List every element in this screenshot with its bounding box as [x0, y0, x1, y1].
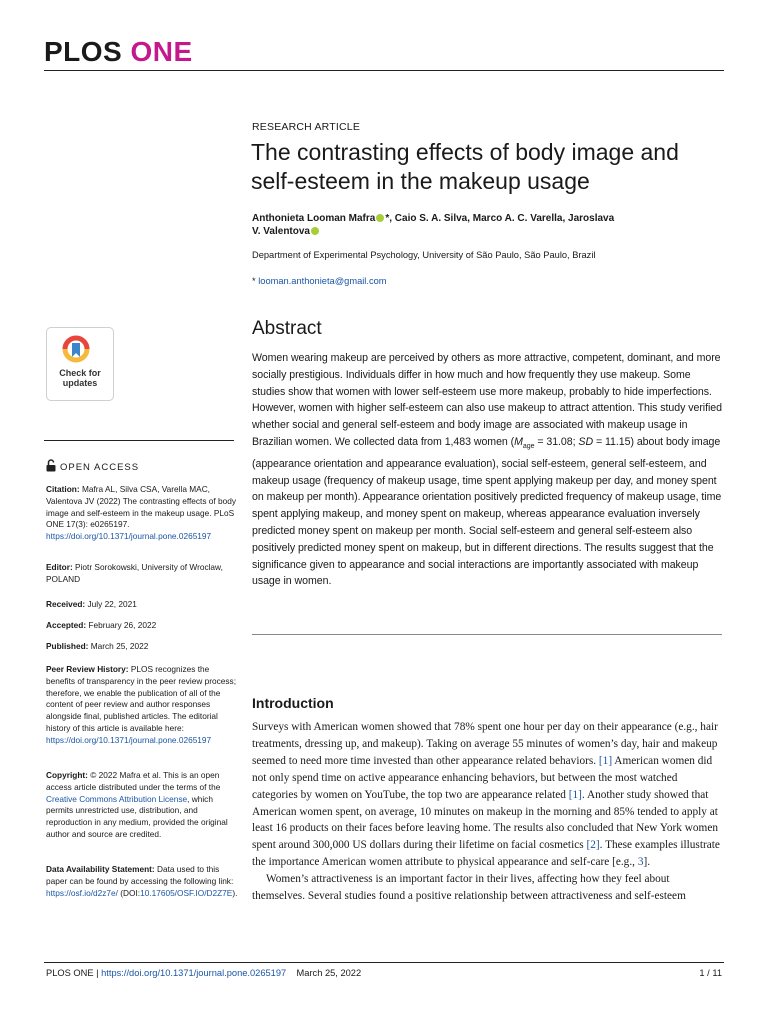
- check-updates-icon: [61, 334, 91, 364]
- abstract-heading: Abstract: [252, 318, 322, 339]
- corresponding-email[interactable]: [252, 276, 387, 286]
- article-title: The contrasting effects of body image and self-esteem in the makeup usage: [251, 139, 679, 194]
- received-date: Received: July 22, 2021: [46, 599, 137, 609]
- introduction-body: Surveys with American women showed that 78% spent one hour per day on their appearance (e.g., hair treatments, dressing up, and makeup). Taking on average 55 minutes of women’s day, hair and makeup seemed to need more time invested than other appearance related behaviors. [1] American women did not only spend time on active appearance enhancing behaviors, but between the most watched categories by women on YouTube, the top two are appearance related [1]. Another study showed that American women spent, on average, 10 minutes on makeup in the morning and 85% tended to apply at least 16 products on their faces before leaving home. The results also concluded that New York women spent around 300,000 US dollars during their lifetime on facial cosmetics [2]. These examples illustrate the importance American women attribute to physical appearance and self-care [e.g., 3]. Women’s attractiveness is an important factor in their lives, affecting how they feel about themselves. Several studies found a positive relationship between attractiveness and self-esteem: [252, 721, 720, 903]
- osf-link[interactable]: https://osf.io/d2z7e/: [46, 887, 118, 898]
- peer-review-block: Peer Review History: PLOS recognizes the benefits of transparency in the peer review process; therefore, we enable the publication of all of the content of peer review and author responses alongside final, published articles. The editorial history of this article is available here: https://doi.org/10.1371/journal.pone.0265197: [46, 664, 237, 745]
- orcid-icon[interactable]: [376, 214, 384, 222]
- corresponding-star: *: [252, 276, 256, 286]
- editor-block: Editor: Piotr Sorokowski, University of Wroclaw, POLAND: [46, 562, 223, 584]
- abstract-divider: [252, 634, 722, 635]
- citation-block: Citation: Mafra AL, Silva CSA, Varella MAC, Valentova JV (2022) The contrasting effects of body image and self-esteem in the makeup usage. PLoS ONE 17(3): e0265197. https://doi.org/10.1371/journal.pone.0265197: [46, 484, 237, 542]
- orcid-icon[interactable]: [311, 227, 319, 235]
- license-link[interactable]: Creative Commons Attribution License: [46, 793, 188, 804]
- header-divider: [44, 70, 724, 71]
- data-availability-block: Data Availability Statement: Data used to this paper can be found by accessing the following link: https://osf.io/d2z7e/ (DOI:10.17605/OSF.IO/D2Z7E).: [46, 864, 238, 898]
- open-lock-icon: [46, 459, 56, 472]
- email-link[interactable]: looman.anthonieta@gmail.com: [258, 276, 387, 286]
- abstract-body: Women wearing makeup are perceived by others as more attractive, competent, dominant, and more socially prestigious. Individuals differ in how much and how frequently they use makeup. Some studies show that women with lower self-esteem use more makeup, probably to hide imperfections. However, women with higher self-esteem can also use makeup to attract attention. This study verified whether social and general self-esteem and body image are associated with makeup usage in Brazilian women. We collected data from 1,483 women ($M_{age} = 31.08$; SD = 11.15) about body image (appearance orientation and appearance evaluation), social self-esteem, general self-esteem, and makeup usage (frequency of makeup usage, time spent applying makeup per day, and money spent on makeup per month). Appearance orientation positively predicted frequency of makeup usage, time spent applying makeup, and money spent on makeup, whereas appearance evaluation inversely predicted money spent on makeup per month. Social self-esteem and general self-esteem also positively predicted money spent on makeup, but in different directions. The results suggest that the significance given to appearance and social interactions are importantly associated with makeup usage in women.: [252, 352, 722, 588]
- article-type: RESEARCH ARTICLE: [252, 121, 361, 133]
- footer-citation: PLOS ONE | https://doi.org/10.1371/journal.pone.0265197 March 25, 2022: [46, 968, 362, 978]
- peer-review-link[interactable]: https://doi.org/10.1371/journal.pone.0265197: [46, 734, 212, 745]
- footer-divider: [44, 962, 724, 963]
- citation-link[interactable]: 3: [637, 856, 644, 869]
- copyright-block: Copyright: © 2022 Mafra et al. This is an open access article distributed under the terms of the Creative Commons Attribution License, which permits unrestricted use, distribution, and reproduction in any medium, provided the original author and source are credited.: [46, 770, 228, 839]
- citation-doi-link[interactable]: https://doi.org/10.1371/journal.pone.0265197: [46, 531, 212, 542]
- sidebar-divider: [44, 440, 234, 441]
- citation-link[interactable]: [1]: [598, 754, 613, 767]
- affiliation: Department of Experimental Psychology, University of São Paulo, São Paulo, Brazil: [252, 250, 596, 260]
- osf-doi-link[interactable]: 10.17605/OSF.IO/D2Z7E: [140, 887, 233, 898]
- author-list: [252, 212, 712, 238]
- author-names-rest: *, Caio S. A. Silva, Marco A. C. Varella, Jaroslava: [385, 213, 615, 224]
- footer-date: March 25, 2022: [296, 968, 362, 978]
- citation-link[interactable]: [2]: [586, 839, 600, 852]
- check-for-updates-button[interactable]: [46, 327, 114, 401]
- accepted-date: Accepted: February 26, 2022: [46, 620, 157, 630]
- check-updates-label: Check for updates: [59, 368, 101, 388]
- footer-doi-link[interactable]: https://doi.org/10.1371/journal.pone.0265197: [101, 968, 287, 978]
- open-access-badge: OPEN ACCESS: [46, 459, 139, 473]
- page-number: 1 / 11: [699, 968, 722, 978]
- journal-logo[interactable]: PLOS ONE: [44, 36, 193, 67]
- author-name: V. Valentova: [252, 226, 310, 237]
- author-name: Anthonieta Looman Mafra: [252, 213, 376, 224]
- introduction-heading: Introduction: [252, 695, 334, 711]
- citation-link[interactable]: [1]: [568, 788, 582, 801]
- published-date: Published: March 25, 2022: [46, 641, 149, 651]
